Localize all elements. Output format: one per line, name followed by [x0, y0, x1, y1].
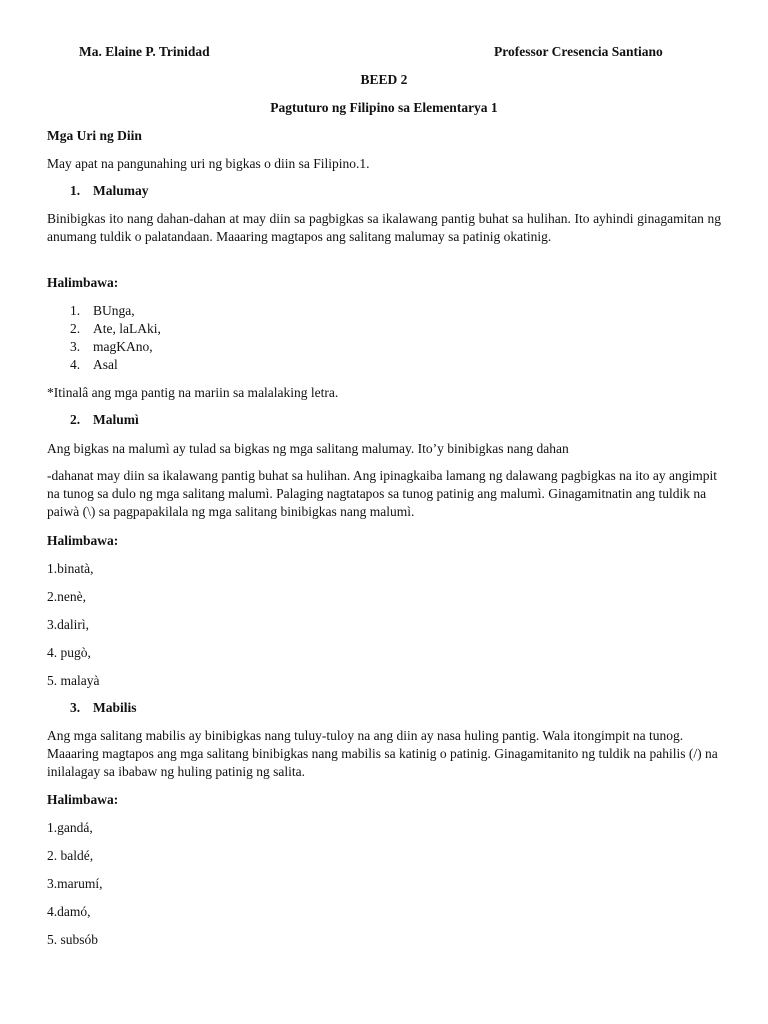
malumi-example-3: 3.dalirì, [47, 617, 89, 632]
malumi-example-4: 4. pugò, [47, 645, 91, 660]
malumi-example-5: 5. malayà [47, 673, 100, 688]
malumay-paragraph: Binibigkas ito nang dahan-dahan at may diin sa pagbigkas sa ikalawang pantig buhat sa hulihan. Ito ayhindi ginagamitan ng anumang tuldik o palatandaan. Maaaring magtapos ang salitang malumay sa patinig okatinig. [47, 211, 721, 244]
malumay-examples-label: Halimbawa: [47, 275, 119, 290]
malumay-note: *Itinalâ ang mga pantig na mariin sa malalaking letra. [47, 385, 339, 400]
course-label: BEED 2 [360, 72, 408, 87]
list-item-number: 4. [70, 357, 81, 372]
malumi-title: Malumì [93, 412, 139, 427]
list-item-number: 2. [70, 321, 81, 336]
intro-text: May apat na pangunahing uri ng bigkas o diin sa Filipino.1. [47, 156, 370, 171]
professor-name: Professor Cresencia Santiano [494, 44, 663, 59]
malumay-title: Malumay [93, 183, 149, 198]
malumay-heading [70, 183, 149, 199]
list-item [70, 356, 161, 374]
list-item-text: Asal [93, 357, 118, 372]
mabilis-title: Mabilis [93, 700, 137, 715]
malumi-heading [70, 412, 139, 428]
subject-title: Pagtuturo ng Filipino sa Elementarya 1 [270, 100, 498, 115]
mabilis-heading [70, 700, 137, 716]
mabilis-example-5: 5. subsób [47, 932, 99, 947]
malumi-example-2: 2.nenè, [47, 589, 86, 604]
list-item-number: 1. [70, 303, 81, 318]
list-item [70, 302, 161, 320]
malumi-paragraph-2: -dahanat may diin sa ikalawang pantig buhat sa hulihan. Ang ipinagkaiba lamang ng dalawang pagbigkas na ito ay angimpit na tunog sa dulo ng mga salitang malumì. Palaging nagtatapos sa tunog patinig ang malumì. Ginagamitnatin ang tuldik na paiwà (\) sa pagpapakilala ng mga salitang binibigkas nang malumì. [47, 468, 717, 519]
list-item-text: magKAno, [93, 339, 153, 354]
mabilis-example-3: 3.marumí, [47, 876, 103, 891]
list-item [70, 320, 161, 338]
mabilis-example-1: 1.gandá, [47, 820, 93, 835]
malumay-examples-list [70, 302, 161, 374]
malumay-number: 1. [70, 183, 81, 198]
mabilis-examples-label: Halimbawa: [47, 792, 119, 807]
list-item-number: 3. [70, 339, 81, 354]
mabilis-example-2: 2. baldé, [47, 848, 94, 863]
list-item [70, 338, 161, 356]
section-title: Mga Uri ng Diin [47, 128, 142, 143]
mabilis-example-4: 4.damó, [47, 904, 91, 919]
mabilis-paragraph: Ang mga salitang mabilis ay binibigkas nang tuluy-tuloy na ang diin ay nasa huling pantig. Wala itongimpit na tunog. Maaaring magtapos ang mga salitang binibigkas nang mabilis sa katinig o patinig. Ginagamitanito ng tuldik na pahilis (/) na inilalagay sa ibabaw ng huling patinig ng salita. [47, 728, 718, 779]
malumi-number: 2. [70, 412, 81, 427]
malumi-example-1: 1.binatà, [47, 561, 94, 576]
author-name: Ma. Elaine P. Trinidad [79, 44, 210, 59]
malumi-paragraph-1: Ang bigkas na malumì ay tulad sa bigkas ng mga salitang malumay. Ito’y binibigkas nang dahan [47, 441, 569, 456]
mabilis-number: 3. [70, 700, 81, 715]
malumi-examples-label: Halimbawa: [47, 533, 119, 548]
list-item-text: Ate, laLAki, [93, 321, 161, 336]
list-item-text: BUnga, [93, 303, 135, 318]
